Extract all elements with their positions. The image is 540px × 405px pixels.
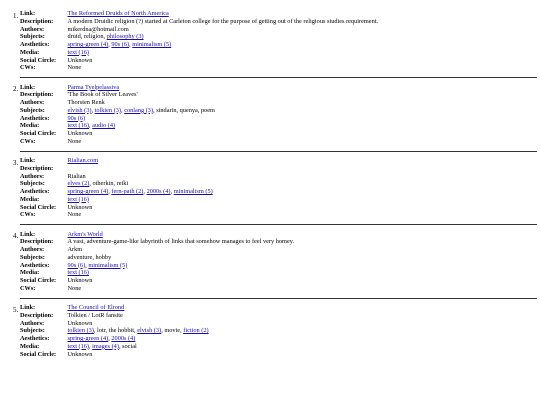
tag-text: , bbox=[89, 342, 93, 350]
tag-link[interactable]: images (4) bbox=[92, 342, 119, 350]
field-row-cws bbox=[20, 211, 213, 219]
tag-link[interactable]: spring-green (4) bbox=[67, 335, 109, 342]
tag-text: , bbox=[91, 106, 95, 114]
field-label: Description: bbox=[20, 91, 54, 99]
tag-link[interactable]: philosophy (3) bbox=[106, 33, 144, 41]
tag-link[interactable]: 2000s (4) bbox=[111, 335, 136, 342]
field-row-subjects bbox=[20, 107, 215, 115]
field-label: Subjects: bbox=[20, 33, 45, 41]
entry-separator bbox=[20, 298, 537, 299]
field-row-description bbox=[20, 165, 213, 173]
field-value bbox=[68, 33, 379, 41]
entry-fields bbox=[20, 10, 378, 72]
field-row-subjects bbox=[20, 254, 294, 262]
field-label: Aesthetics: bbox=[20, 114, 50, 122]
field-label: Description: bbox=[20, 17, 54, 25]
field-label: CWs: bbox=[20, 137, 36, 145]
field-value bbox=[68, 157, 213, 165]
field-label: 3. Link: bbox=[20, 157, 36, 164]
field-label: Social Circle: bbox=[20, 277, 57, 284]
field-label: Social Circle: bbox=[20, 350, 57, 358]
tag-link[interactable]: audio (4) bbox=[92, 122, 116, 130]
field-value bbox=[68, 107, 215, 115]
site-link[interactable]: Parma Tyelpelassiva bbox=[67, 83, 120, 91]
field-row-description bbox=[20, 91, 215, 99]
tag-link[interactable]: conlang (3) bbox=[124, 106, 154, 114]
field-value bbox=[68, 49, 379, 57]
field-value: Thorsten Renk bbox=[67, 99, 105, 106]
entry-fields bbox=[20, 231, 294, 293]
field-row-social-circle bbox=[20, 57, 378, 65]
field-value: mikerdna@hotmail.com bbox=[67, 25, 129, 33]
tag-link[interactable]: text (16) bbox=[67, 48, 90, 56]
field-row-authors bbox=[20, 320, 209, 328]
field-value bbox=[68, 10, 379, 18]
tag-link[interactable]: spring-green (4) bbox=[67, 41, 109, 48]
field-value bbox=[68, 231, 295, 239]
site-entry bbox=[20, 84, 540, 152]
field-value bbox=[68, 343, 209, 351]
field-row-authors bbox=[20, 26, 378, 34]
field-label: Description: bbox=[20, 238, 54, 246]
tag-link[interactable]: elvish (3) bbox=[67, 106, 92, 114]
field-value bbox=[68, 122, 215, 130]
field-value: A modern Druidic religion (?) started at Carleton college for the purpose of getting out of the religious studies requirement. bbox=[67, 17, 379, 25]
field-value: None bbox=[67, 211, 82, 219]
field-row-aesthetics bbox=[20, 41, 378, 49]
field-value bbox=[68, 327, 209, 335]
tag-text: , bbox=[85, 261, 89, 269]
field-value bbox=[68, 84, 215, 92]
tag-text: , bbox=[129, 41, 133, 48]
tag-link[interactable]: fern-path (2) bbox=[111, 188, 144, 195]
field-row-social-circle bbox=[20, 204, 213, 212]
field-label: Media: bbox=[20, 342, 40, 350]
tag-text: , social bbox=[118, 342, 137, 350]
tag-link[interactable]: elves (2) bbox=[67, 180, 90, 188]
tag-text: , bbox=[143, 188, 147, 195]
tag-text: , movie, bbox=[161, 327, 184, 335]
tag-link[interactable]: minimalism (5) bbox=[132, 41, 172, 48]
site-link[interactable]: The Council of Elrond bbox=[67, 304, 125, 311]
field-label: CWs: bbox=[20, 284, 36, 292]
field-row-description bbox=[20, 312, 209, 320]
field-row-cws bbox=[20, 285, 294, 293]
field-value bbox=[68, 335, 209, 343]
field-label: Social Circle: bbox=[20, 56, 57, 64]
field-value: Unknown bbox=[67, 203, 93, 211]
tag-text: , sindarin, quenya, poem bbox=[153, 106, 215, 114]
field-label: Social Circle: bbox=[20, 130, 57, 137]
field-row-description bbox=[20, 238, 294, 246]
field-label: Authors: bbox=[20, 246, 45, 253]
field-label: CWs: bbox=[20, 211, 36, 219]
field-value: Unknown bbox=[67, 319, 93, 327]
field-value: A vast, adventure-game-like labyrinth of links that somehow manages to feel very homey. bbox=[67, 238, 295, 246]
field-label: Subjects: bbox=[20, 253, 45, 261]
field-label: Subjects: bbox=[20, 106, 45, 114]
field-label: Aesthetics: bbox=[20, 41, 50, 48]
field-value bbox=[68, 188, 213, 196]
field-row-cws bbox=[20, 138, 215, 146]
field-row-authors bbox=[20, 246, 294, 254]
tag-text: , bbox=[170, 188, 174, 195]
field-value: 'The Book of Silver Leaves' bbox=[67, 91, 138, 99]
tag-link[interactable]: text (16) bbox=[67, 342, 90, 350]
entry-fields bbox=[20, 157, 213, 219]
field-row-link bbox=[20, 157, 213, 165]
field-row-social-circle bbox=[20, 351, 209, 359]
field-row-cws bbox=[20, 64, 378, 72]
tag-link[interactable]: text (16) bbox=[67, 195, 90, 203]
tag-link[interactable]: 2000s (4) bbox=[146, 188, 171, 195]
field-row-subjects bbox=[20, 327, 209, 335]
field-label: Authors: bbox=[20, 99, 45, 106]
field-row-aesthetics bbox=[20, 115, 215, 123]
tag-link[interactable]: elvish (3) bbox=[137, 327, 162, 335]
tag-text: , bbox=[108, 188, 112, 195]
field-value: None bbox=[67, 64, 82, 72]
field-value bbox=[68, 304, 209, 312]
field-row-aesthetics bbox=[20, 188, 213, 196]
field-value bbox=[68, 165, 213, 173]
field-label: 5. Link: bbox=[20, 304, 36, 311]
tag-link[interactable]: tolkien (3) bbox=[67, 327, 94, 335]
field-row-link bbox=[20, 304, 209, 312]
field-label: Media: bbox=[20, 48, 40, 56]
tag-link[interactable]: text (16) bbox=[67, 122, 90, 130]
field-value bbox=[68, 41, 379, 49]
field-label: 4. Link: bbox=[20, 230, 36, 238]
field-row-authors bbox=[20, 99, 215, 107]
field-value bbox=[68, 180, 213, 188]
field-label: Aesthetics: bbox=[20, 335, 50, 342]
site-entry bbox=[20, 231, 540, 299]
tag-link[interactable]: spring-green (4) bbox=[67, 188, 109, 195]
field-label: Subjects: bbox=[20, 180, 45, 188]
field-label: Media: bbox=[20, 269, 40, 277]
field-label: Media: bbox=[20, 122, 40, 130]
entry-fields bbox=[20, 304, 209, 358]
field-label: 1. Link: bbox=[20, 10, 36, 17]
field-value: Unknown bbox=[67, 56, 93, 64]
entry-separator bbox=[20, 224, 537, 225]
field-value: Arkm bbox=[67, 246, 83, 253]
tag-text: , bbox=[108, 335, 112, 342]
field-label: Subjects: bbox=[20, 327, 45, 335]
field-label: CWs: bbox=[20, 64, 36, 72]
field-value bbox=[68, 196, 213, 204]
tag-link[interactable]: fiction (2) bbox=[183, 327, 209, 335]
field-row-social-circle bbox=[20, 277, 294, 285]
site-entry bbox=[20, 157, 540, 225]
tag-text: , lotr, the hobbit, bbox=[93, 327, 138, 335]
field-row-aesthetics bbox=[20, 335, 209, 343]
field-row-media bbox=[20, 122, 215, 130]
field-value bbox=[68, 254, 295, 262]
tag-link[interactable]: 90s (6) bbox=[67, 114, 86, 122]
tag-link[interactable]: 90s (6) bbox=[67, 261, 86, 269]
tag-link[interactable]: tolkien (3) bbox=[94, 106, 122, 114]
field-label: Social Circle: bbox=[20, 203, 57, 211]
tag-link[interactable]: 90s (6) bbox=[111, 41, 130, 48]
tag-text: , bbox=[89, 122, 93, 130]
field-row-link bbox=[20, 231, 294, 239]
field-value: Tolkien / LotR fansite bbox=[67, 311, 123, 319]
field-row-link bbox=[20, 10, 378, 18]
field-row-subjects bbox=[20, 180, 213, 188]
field-label: Authors: bbox=[20, 172, 45, 180]
field-row-link bbox=[20, 84, 215, 92]
tag-text: druid, religion, bbox=[67, 33, 107, 41]
field-row-media bbox=[20, 49, 378, 57]
field-value: Unknown bbox=[67, 277, 93, 284]
tag-link[interactable]: minimalism (5) bbox=[173, 188, 213, 195]
site-entry bbox=[20, 10, 540, 78]
field-value: Rialian bbox=[67, 172, 86, 180]
site-entry bbox=[20, 304, 540, 358]
field-label: 2. Link: bbox=[20, 83, 36, 91]
entry-separator bbox=[20, 77, 537, 78]
tag-text: adventure, hobby bbox=[67, 253, 112, 261]
field-value bbox=[68, 115, 215, 123]
field-value: None bbox=[67, 284, 82, 292]
field-row-aesthetics bbox=[20, 262, 294, 270]
entry-separator bbox=[20, 151, 537, 152]
site-link[interactable]: Arkm's World bbox=[67, 230, 103, 238]
field-row-authors bbox=[20, 173, 213, 181]
site-link[interactable]: Rialian.com bbox=[67, 157, 99, 164]
field-row-media bbox=[20, 343, 209, 351]
site-link[interactable]: The Reformed Druids of North America bbox=[67, 10, 169, 17]
field-row-media bbox=[20, 196, 213, 204]
entry-fields bbox=[20, 84, 215, 146]
field-row-social-circle bbox=[20, 130, 215, 138]
field-label: Aesthetics: bbox=[20, 188, 50, 195]
field-row-description bbox=[20, 18, 378, 26]
field-label: Description: bbox=[20, 164, 54, 172]
tag-text: , bbox=[121, 106, 125, 114]
field-label: Authors: bbox=[20, 25, 45, 33]
tag-link[interactable]: text (16) bbox=[67, 269, 90, 277]
field-label: Authors: bbox=[20, 319, 45, 327]
tag-text: , otherkin, reiki bbox=[89, 180, 129, 188]
field-value: Unknown bbox=[67, 130, 93, 137]
field-value bbox=[68, 269, 295, 277]
tag-text: , bbox=[108, 41, 112, 48]
field-row-media bbox=[20, 269, 294, 277]
field-label: Description: bbox=[20, 311, 54, 319]
field-label: Aesthetics: bbox=[20, 261, 50, 269]
field-value: Unknown bbox=[67, 350, 93, 358]
field-row-subjects bbox=[20, 33, 378, 41]
field-value: None bbox=[67, 137, 82, 145]
field-label: Media: bbox=[20, 195, 40, 203]
tag-link[interactable]: minimalism (5) bbox=[88, 261, 128, 269]
field-value bbox=[68, 262, 295, 270]
